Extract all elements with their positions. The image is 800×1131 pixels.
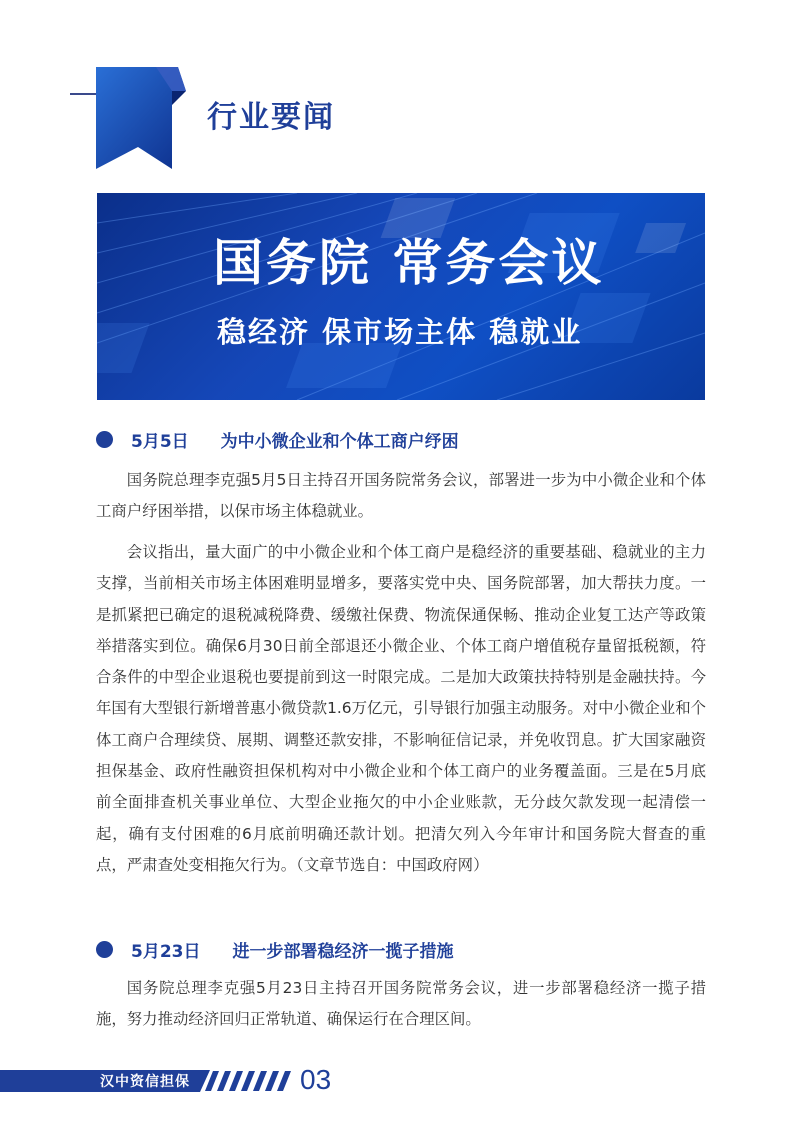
banner xyxy=(97,193,705,400)
section-title: 行业要闻 xyxy=(207,100,335,135)
subheading-may5 xyxy=(96,427,459,451)
banner-subtitle: 稳经济 保市场主体 稳就业 xyxy=(217,315,583,349)
ribbon-icon xyxy=(96,67,186,169)
page-number: 03 xyxy=(300,1064,332,1095)
bullet-icon xyxy=(96,431,113,448)
paragraph: 国务院总理李克强5月23日主持召开国务院常务会议，进一步部署稳经济一揽子措施，努力推动经济回归正常轨道、确保运行在合理区间。 xyxy=(96,979,706,1029)
banner-title xyxy=(213,223,604,295)
banner-title-part2: 常务会议 xyxy=(392,234,605,292)
paragraph: 国务院总理李克强5月5日主持召开国务院常务会议，部署进一步为中小微企业和个体工商户纾困举措，以保市场主体稳就业。 xyxy=(96,471,706,521)
footer-stripes-icon xyxy=(205,1071,295,1091)
paragraph: 会议指出，量大面广的中小微企业和个体工商户是稳经济的重要基础、稳就业的主力支撑，当前相关市场主体困难明显增多，要落实党中央、国务院部署，加大帮扶力度。一是抓紧把已确定的退税减税降费、缓缴社保费、物流保通保畅、推动企业复工达产等政策举措落实到位。确保6月30日前全部退还小微企业、个体工商户增值税存量留抵税额，符合条件的中型企业退税也要提前到这一时限完成。二是加大政策扶持特别是金融扶持。今年国有大型银行新增普惠小微贷款1.6万亿元，引导银行加强主动服务。对中小微企业和个体工商户合理续贷、展期、调整还款安排，不影响征信记录，并免收罚息。扩大国家融资担保基金、政府性融资担保机构对中小微企业和个体工商户的业务覆盖面。三是在5月底前全面排查机关事业单位、大型企业拖欠的中小企业账款，无分歧欠款发现一起清偿一起，确有支付困难的6月底前明确还款计划。把清欠列入今年审计和国务院大督查的重点，严肃查处变相拖欠行为。（文章节选自：中国政府网） xyxy=(96,543,706,874)
banner-title-part1: 国务院 xyxy=(213,234,372,292)
bullet-icon xyxy=(96,941,113,958)
subheading-may23 xyxy=(96,937,454,961)
subheading-title: 进一步部署稳经济一揽子措施 xyxy=(232,941,454,962)
subheading-title: 为中小微企业和个体工商户纾困 xyxy=(220,431,459,452)
subheading-date: 5月23日 xyxy=(131,941,201,962)
subheading-date: 5月5日 xyxy=(131,431,189,452)
footer-publication-name: 汉中资信担保 xyxy=(100,1074,190,1090)
